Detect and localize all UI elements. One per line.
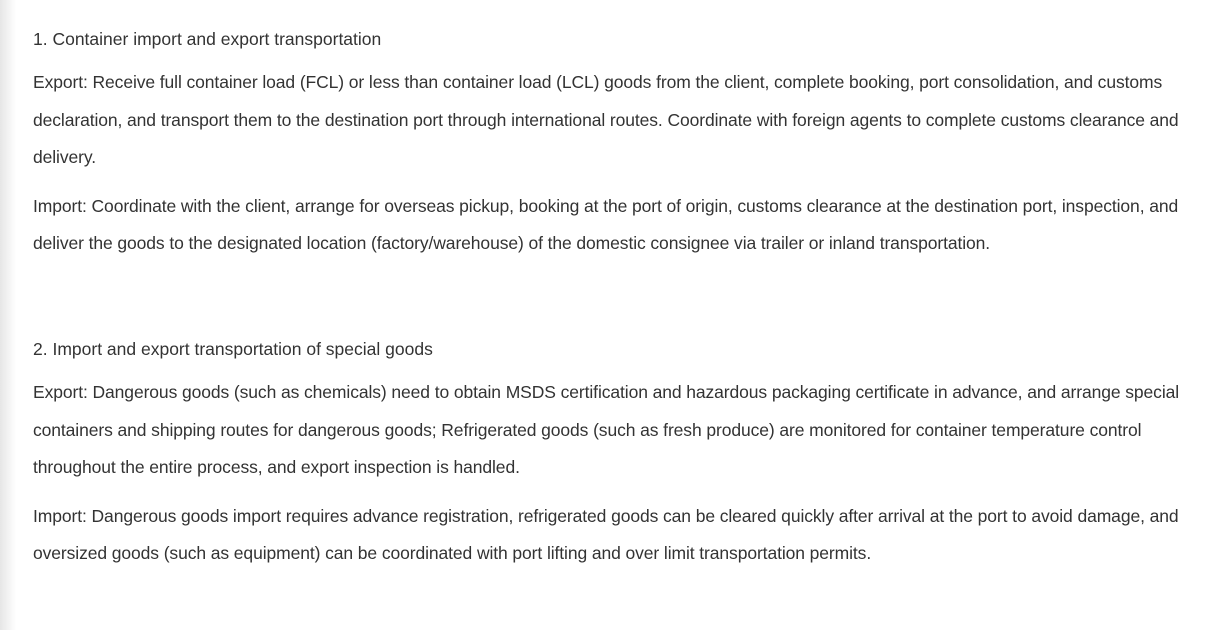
import-paragraph: Import: Dangerous goods import requires advance registration, refrigerated goods can be cleared quickly after arrival at the port to avoid damage, and oversized goods (such as equipment) can be coordinated with port lifting and over limit transportation permits. xyxy=(33,505,1179,564)
import-paragraph: Import: Coordinate with the client, arrange for overseas pickup, booking at the port of origin, customs clearance at the destination port, inspection, and deliver the goods to the designated location (factory/warehouse) of the domestic consignee via trailer or inland transportation. xyxy=(33,195,1179,254)
article-content xyxy=(33,26,1203,573)
section-container-transport xyxy=(33,26,1203,263)
export-paragraph: Export: Dangerous goods (such as chemicals) need to obtain MSDS certification and hazardous packaging certificate in advance, and arrange special containers and shipping routes for dangerous goods; Refrigerated goods (such as fresh produce) are monitored for container temperature control throughout the entire process, and export inspection is handled. xyxy=(33,381,1180,478)
section-title: 2. Import and export transportation of special goods xyxy=(33,338,433,359)
export-paragraph: Export: Receive full container load (FCL) or less than container load (LCL) goods from the client, complete booking, port consolidation, and customs declaration, and transport them to the destination port through international routes. Coordinate with foreign agents to complete customs clearance and delivery. xyxy=(33,72,1179,168)
page-edge-shadow xyxy=(0,0,16,630)
section-special-goods xyxy=(33,336,1203,573)
section-title: 1. Container import and export transportation xyxy=(33,29,382,49)
